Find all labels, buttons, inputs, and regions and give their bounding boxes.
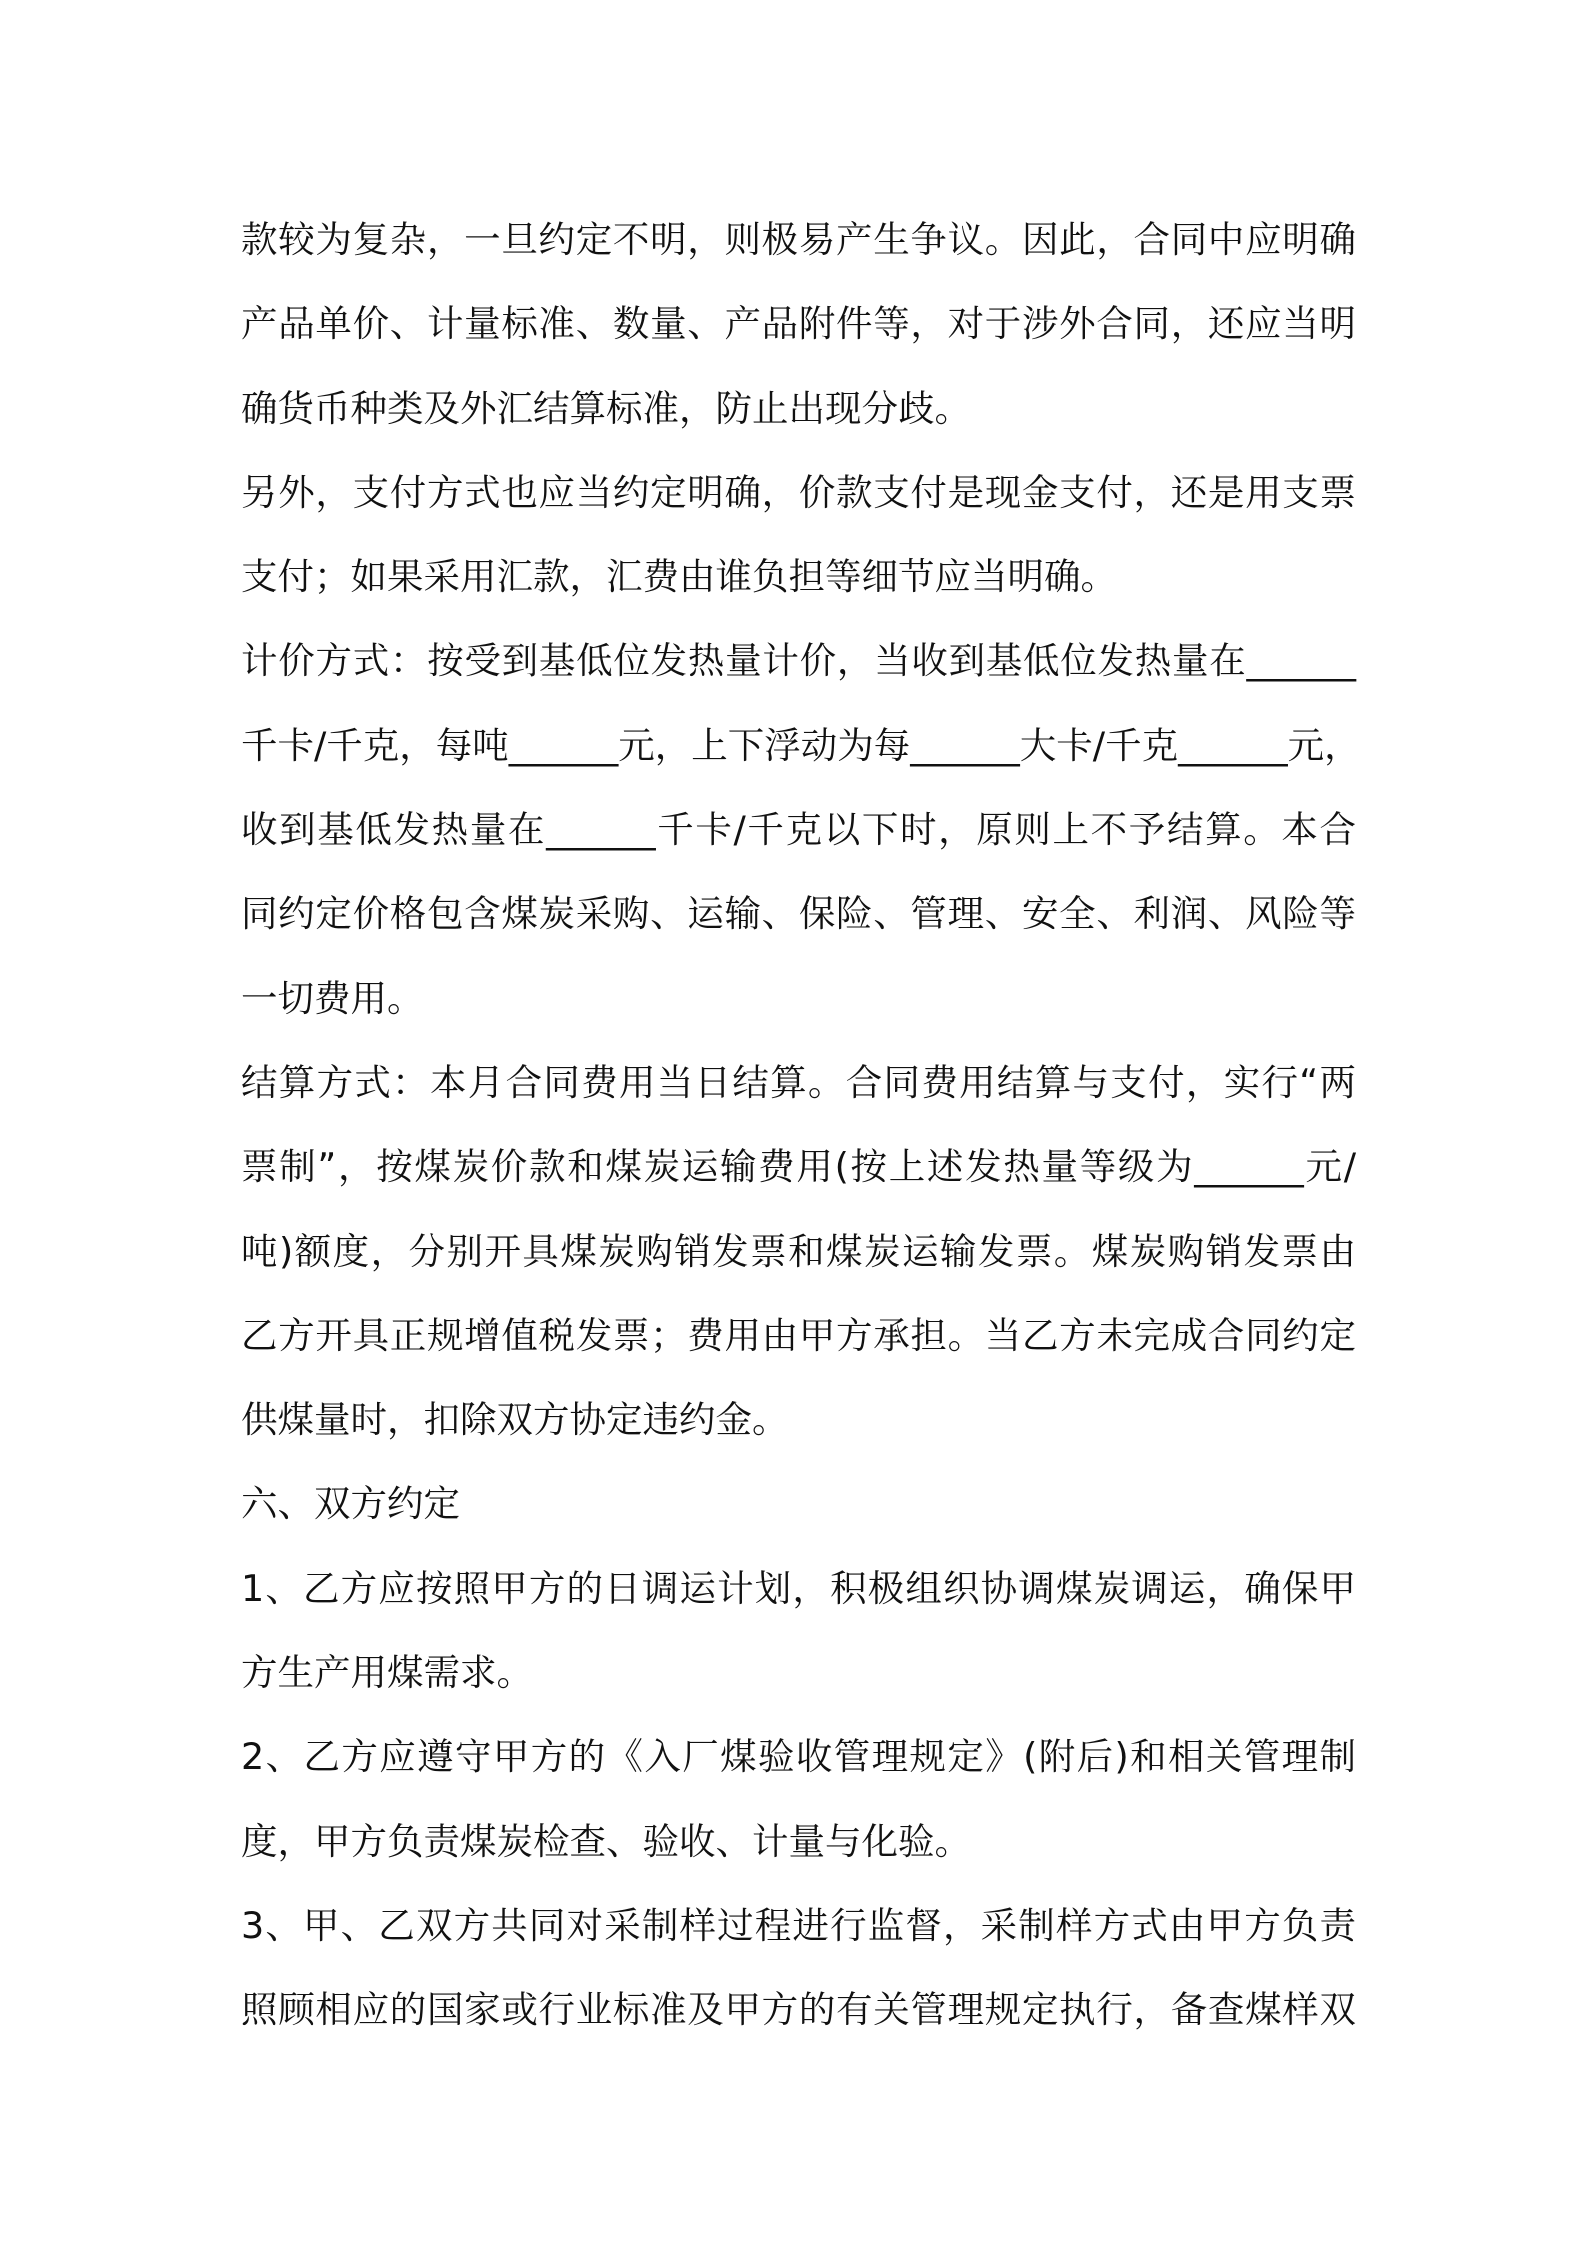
paragraph-line: 同约定价格包含煤炭采购、运输、保险、管理、安全、利润、风险等: [241, 892, 1356, 936]
paragraph-line: 支付；如果采用汇款，汇费由谁负担等细节应当明确。: [241, 555, 1117, 599]
paragraph-line: 计价方式：按受到基低位发热量计价，当收到基低位发热量在______: [241, 639, 1356, 683]
paragraph-line: 款较为复杂，一旦约定不明，则极易产生争议。因此，合同中应明确: [241, 218, 1356, 261]
paragraph-line: 2、乙方应遵守甲方的《入厂煤验收管理规定》(附后)和相关管理制: [241, 1735, 1356, 1779]
paragraph-line: 结算方式：本月合同费用当日结算。合同费用结算与支付，实行“两: [241, 1060, 1356, 1104]
paragraph-line: 度，甲方负责煤炭检查、验收、计量与化验。: [241, 1819, 971, 1863]
paragraph-line: 乙方开具正规增值税发票；费用由甲方承担。当乙方未完成合同约定: [241, 1313, 1356, 1357]
paragraph-line: 票制”，按煤炭价款和煤炭运输费用(按上述发热量等级为______元/: [241, 1145, 1356, 1189]
paragraph-line: 一切费用。: [241, 976, 424, 1020]
paragraph-line: 收到基低发热量在______千卡/千克以下时，原则上不予结算。本合: [241, 808, 1356, 852]
paragraph-line: 产品单价、计量标准、数量、产品附件等，对于涉外合同，还应当明: [241, 302, 1356, 346]
paragraph-line: 确货币种类及外汇结算标准，防止出现分歧。: [241, 386, 971, 430]
paragraph-line: 供煤量时，扣除双方协定违约金。: [241, 1398, 789, 1442]
section-heading: 六、双方约定: [241, 1482, 460, 1526]
paragraph-line: 3、甲、乙双方共同对采制样过程进行监督，采制样方式由甲方负责: [241, 1903, 1356, 1947]
paragraph-line: 照顾相应的国家或行业标准及甲方的有关管理规定执行，备查煤样双: [241, 1988, 1356, 2032]
paragraph-line: 吨)额度，分别开具煤炭购销发票和煤炭运输发票。煤炭购销发票由: [241, 1229, 1356, 1273]
document-body: [241, 198, 1361, 2053]
paragraph-line: 另外，支付方式也应当约定明确，价款支付是现金支付，还是用支票: [241, 470, 1356, 514]
paragraph-line: 千卡/千克，每吨______元，上下浮动为每______大卡/千克______元，: [241, 723, 1361, 767]
paragraph-line: 1、乙方应按照甲方的日调运计划，积极组织协调煤炭调运，确保甲: [241, 1566, 1356, 1610]
paragraph-line: 方生产用煤需求。: [241, 1651, 533, 1695]
